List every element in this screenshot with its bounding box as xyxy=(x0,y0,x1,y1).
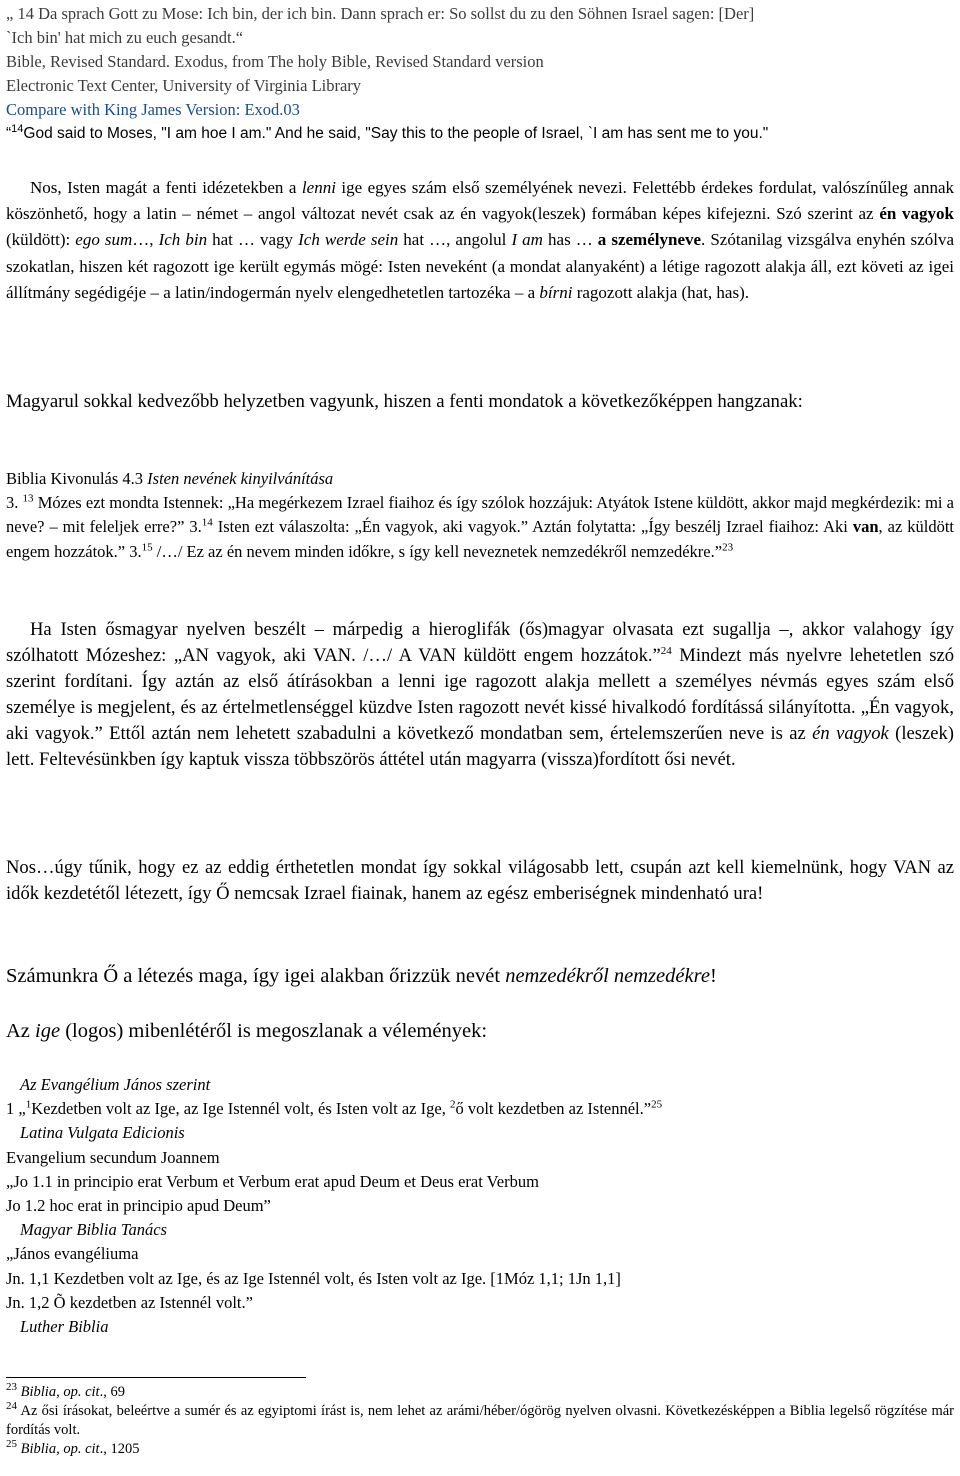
heading-magyar-biblia: Magyar Biblia Tanács xyxy=(20,1220,167,1240)
top-quote xyxy=(6,2,954,146)
source-line-1: Bible, Revised Standard. Exodus, from The holy Bible, Revised Standard version xyxy=(6,52,544,71)
janos-title: „János evangéliuma xyxy=(6,1244,139,1264)
paragraph-1: Nos, Isten magát a fenti idézetekben a lenni ige egyes szám első személyének nevezi. Felettébb érdekes fordulat, valószínűleg annak köszönhető, hogy a latin – német – angol változat nevét csak az én vagyok(leszek) formában képes kifejezni. Szó szerint az én vagyok (küldött): ego sum…, Ich bin hat … vagy Ich werde sein hat …, angolul I am has … a személyneve. Szótanilag vizsgálva enyhén szólva szokatlan, hiszen két ragozott ige került egymás mögé: Isten neveként (a mondat alanyaként) a létige ragozott alakja áll, ezt követi az igei állítmány segédigéje – a latin/indogermán nyelv elengedhetetlen tartozéka – a bírni ragozott alakja (hat, has). xyxy=(6,178,954,302)
footnote-ref-23: 23 xyxy=(722,541,734,554)
source-line-2: Electronic Text Center, University of Virginia Library xyxy=(6,76,362,95)
paragraph-3: Ha Isten ősmagyar nyelven beszélt – márpedig a hieroglifák (ős)magyar olvasata ezt sugallja –, akkor valahogy így szólhatott Mózeshez: „AN vagyok, aki VAN. /…/ A VAN küldött engem hozzátok.”$^{24}$ Mindezt más nyelvre lehetetlen szó szerint fordítani. Így aztán az első átírásokban a lenni ige ragozott alakja mellett a személyes névmás egyes szám első személye is megjelent, és az értelmetlenséggel küzdve Isten ragozott nevét kissé hivalkodó fordítássá silányította. „Én vagyok, aki vagyok.” Ettől aztán nem lehetett szabadulni a következő mondatban sem, értelemszerűen neve is az én vagyok (leszek) lett. Feltevésünkben így kaptuk vissza többszörös áttétel után magyarra (vissza)fordított ősi nevét. xyxy=(6,619,954,770)
vulgata-verse-2: Jo 1.2 hoc erat in principio apud Deum” xyxy=(6,1196,271,1216)
john-verse-hu: 1 „$^1$Kezdetben volt az Ige, az Ige Istennél volt, és Isten volt az Ige, $^2$ő volt kezdetben az Istennél.”$^{25}$ xyxy=(6,1098,663,1119)
german-quote-line-1: „ 14 Da sprach Gott zu Mose: Ich bin, der ich bin. Dann sprach er: So sollst du zu den Söhnen Israel sagen: [Der] xyxy=(6,4,755,23)
german-quote-line-2: `Ich bin' hat mich zu euch gesandt.“ xyxy=(6,28,244,47)
footnote-23: $^{23}$ Biblia, op. cit., 69 xyxy=(6,1381,125,1400)
footnote-ref-25: 25 xyxy=(651,1098,663,1111)
paragraph-2: Magyarul sokkal kedvezőbb helyzetben vagyunk, hiszen a fenti mondatok a következőképpen hangzanak: xyxy=(6,391,803,412)
janos-verse-1: Jn. 1,1 Kezdetben volt az Ige, és az Ige Istennél volt, és Isten volt az Ige. [1Móz 1,1; 1Jn 1,1] xyxy=(6,1268,621,1288)
janos-verse-2: Jn. 1,2 Õ kezdetben az Istennél volt.” xyxy=(6,1292,253,1312)
heading-luther: Luther Biblia xyxy=(20,1317,109,1337)
footnote-separator xyxy=(6,1377,306,1378)
compare-kjv-link[interactable]: Compare with King James Version: Exod.03 xyxy=(6,100,300,119)
biblia-quote: Biblia Kivonulás 4.3 Isten nevének kinyilvánítása 3. $^{13}$ Mózes ezt mondta Istennek: „Ha megérkezem Izrael fiaihoz és így szólok hozzájuk: Atyátok Istene küldött, akkor majd megkérdezik: mi a neve? – mit feleljek erre?” 3.14 Isten ezt válaszolta: „Én vagyok, aki vagyok.” Aztán folytatta: „Így beszélj Izrael fiaihoz: Aki van, az küldött engem hozzátok.” 3.15 /…/ Ez az én nevem minden időkre, s így kell neveznetek nemzedékről nemzedékre.”$^{23}$ xyxy=(6,469,955,561)
vulgata-title: Evangelium secundum Joannem xyxy=(6,1147,220,1167)
biblia-title: Biblia Kivonulás 4.3 Isten nevének kinyilvánítása xyxy=(6,469,334,488)
paragraph-4: Nos…úgy tűnik, hogy ez az eddig érthetetlen mondat így sokkal világosabb lett, csupán azt kell kiemelnünk, hogy VAN az idők kezdetétől létezett, így Ő nemcsak Izrael fiainak, hanem az egész emberiségnek mindenható ura! xyxy=(6,857,954,904)
heading-john-gospel: Az Evangélium János szerint xyxy=(20,1075,211,1094)
footnotes xyxy=(6,1383,954,1459)
vulgata-verse-1: „Jo 1.1 in principio erat Verbum et Verbum erat apud Deum et Deus erat Verbum xyxy=(6,1171,539,1191)
paragraph-6: Az ige (logos) mibenlétéről is megoszlanak a vélemények: xyxy=(6,1020,488,1042)
footnote-24: $^{24}$ Az ősi írásokat, beleértve a sumér és az egyiptomi írást is, nem lehet az arámi/héber/ógörög nyelven olvasni. Következésképpen a Biblia legelső rögzítése már fordítás volt. xyxy=(6,1400,954,1438)
heading-vulgata: Latina Vulgata Edicionis xyxy=(20,1123,185,1143)
footnote-ref-24: 24 xyxy=(660,644,672,657)
footnote-25: $^{25}$ Biblia, op. cit., 1205 xyxy=(6,1438,140,1457)
gospel-quotes xyxy=(6,1073,954,1339)
english-quote: “$^{14}$God said to Moses, "I am hoe I am." And he said, "Say this to the people of Israel, `I am has sent me to you." xyxy=(6,122,769,142)
paragraph-5: Számunkra Ő a létezés maga, így igei alakban őrizzük nevét nemzedékről nemzedékre! xyxy=(6,965,717,987)
